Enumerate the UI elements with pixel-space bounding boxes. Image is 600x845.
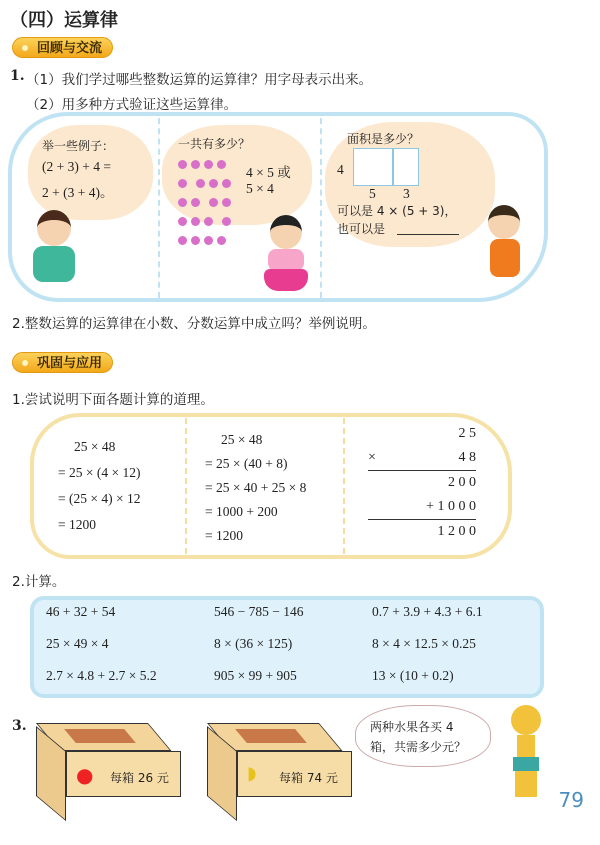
step: = 1200 <box>205 528 243 543</box>
digit-row: 2 5 <box>458 426 476 441</box>
answer-blank <box>397 234 459 235</box>
rectangle-part <box>393 148 419 186</box>
apple-icon: ● <box>76 763 94 787</box>
dog-character-icon <box>503 705 548 800</box>
girl-character-icon <box>262 215 312 295</box>
bubble-title: 面积是多少？ <box>347 132 420 146</box>
bubble-line: (2 + 3) + 4 = <box>42 159 111 174</box>
digit-row: 1 2 0 0 <box>437 524 476 539</box>
practice-3: 3. <box>12 718 27 734</box>
step: = 1000 + 200 <box>205 504 278 519</box>
step: 25 × 48 <box>74 439 116 454</box>
practice-1: 1.尝试说明下面各题计算的道理。 <box>12 392 214 408</box>
divider <box>185 418 187 554</box>
apple-price: 每箱 26 元 <box>110 771 169 785</box>
exercise: 8 × 4 × 12.5 × 0.25 <box>372 636 476 651</box>
step: = 25 × 40 + 25 × 8 <box>205 480 307 495</box>
bubble-title: 举一些例子： <box>42 139 115 153</box>
step: = 1200 <box>58 517 96 532</box>
bubble-title: 一共有多少？ <box>178 137 251 151</box>
bubble-line: 4 × 5 或 <box>246 165 291 180</box>
speech-bubble-1 <box>28 125 153 220</box>
bubble-line: 也可以是 <box>337 222 386 236</box>
digit-row: 1 0 0 0 <box>437 499 476 514</box>
step: = (25 × 4) × 12 <box>58 491 141 506</box>
plus-sign: + <box>426 499 434 514</box>
bubble-line: 5 × 4 <box>246 181 274 196</box>
question-1-1: （1）我们学过哪些整数运算的运算律？用字母表示出来。 <box>26 72 373 88</box>
exercise: 546 − 785 − 146 <box>214 604 304 619</box>
rectangle-side-label: 4 <box>337 162 344 177</box>
digit-row: 2 0 0 <box>448 475 476 490</box>
dot-array-icon <box>176 155 238 250</box>
bubble-line: 可以是 4 × (5 + 3)， <box>337 204 457 218</box>
banana-icon: ◗ <box>247 763 257 784</box>
exercise: 8 × (36 × 125) <box>214 636 293 651</box>
boy-character-icon <box>480 205 530 285</box>
step: 25 × 48 <box>221 432 263 447</box>
divider <box>320 118 322 298</box>
dog-speech-bubble <box>355 705 491 767</box>
exercise: 0.7 + 3.9 + 4.3 + 6.1 <box>372 604 483 619</box>
step: = 25 × (4 × 12) <box>58 465 141 480</box>
calculation-box <box>30 596 544 698</box>
times-sign: × <box>368 450 376 465</box>
bubble-line: 两种水果各买 4 <box>370 720 454 734</box>
width-label: 3 <box>403 186 410 201</box>
speech-bubble-2 <box>162 125 312 225</box>
exercise: 2.7 × 4.8 + 2.7 × 5.2 <box>46 668 157 683</box>
badge-review: 回顾与交流 <box>12 37 113 58</box>
method-1 <box>58 434 140 538</box>
boy-character-icon <box>25 210 85 290</box>
question-2: 2.整数运算的运算律在小数、分数运算中成立吗？举例说明。 <box>12 316 376 332</box>
divider <box>158 118 160 298</box>
method-2 <box>205 428 306 548</box>
badge-practice: 巩固与应用 <box>12 352 113 373</box>
width-label: 5 <box>369 186 376 201</box>
exercise: 25 × 49 × 4 <box>46 636 109 651</box>
divider <box>343 418 345 554</box>
bubble-line: 箱，共需多少元？ <box>370 740 467 754</box>
method-3-vertical <box>368 422 476 544</box>
apple-box-icon <box>36 723 186 803</box>
exercise: 46 + 32 + 54 <box>46 604 116 619</box>
step: = 25 × (40 + 8) <box>205 456 288 471</box>
section-title: （四）运算律 <box>10 10 118 31</box>
exercise: 13 × (10 + 0.2) <box>372 668 454 683</box>
question-1-2: （2）用多种方式验证这些运算律。 <box>26 97 238 113</box>
question-number: 1. <box>10 68 25 84</box>
speech-bubble-3 <box>325 122 495 247</box>
banana-box-icon <box>207 723 357 803</box>
practice-2: 2.计算。 <box>12 574 66 590</box>
exercise: 905 × 99 + 905 <box>214 668 297 683</box>
digit-row: 4 8 <box>458 450 476 465</box>
rectangle-part <box>353 148 393 186</box>
page-number: 79 <box>558 788 584 812</box>
bubble-line: 2 + (3 + 4)。 <box>42 185 114 200</box>
banana-price: 每箱 74 元 <box>279 771 338 785</box>
